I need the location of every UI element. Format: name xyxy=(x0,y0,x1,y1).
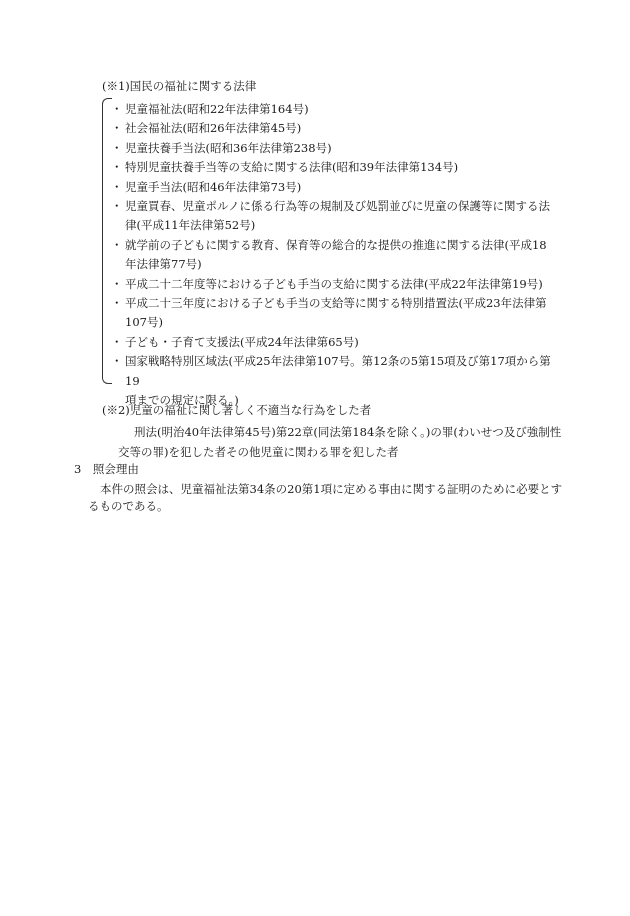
law-list-item xyxy=(112,178,562,197)
section3-heading: 3 照会理由 xyxy=(74,462,139,476)
law-item-text: ・ 子ども・子育て支援法(平成24年法律第65号) xyxy=(125,334,359,349)
note2-text-line1: 刑法(明治40年法律第45号)第22章(同法第184条を除く。)の罪(わいせつ及び強制性 xyxy=(134,425,562,439)
law-list-item xyxy=(112,139,562,158)
note2-text-line2: 交等の罪)を犯した者その他児童に関わる罪を犯した者 xyxy=(118,445,399,459)
law-item-text: ・ 児童手当法(昭和46年法律第73号) xyxy=(125,179,302,194)
law-list-item xyxy=(112,100,562,119)
law-item-text: ・ 社会福祉法(昭和26年法律第45号) xyxy=(125,121,302,136)
law-item-text: ・ 児童扶養手当法(昭和36年法律第238号) xyxy=(125,140,332,155)
law-item-text: ・ 特別児童扶養手当等の支給に関する法律(昭和39年法律第134号) xyxy=(125,160,459,175)
law-list-item xyxy=(112,333,562,352)
law-list-item xyxy=(112,158,562,177)
law-item-text-continued: 項までの規定に限る。) xyxy=(125,393,239,408)
note2-heading: (※2)児童の福祉に関し著しく不適当な行為をした者 xyxy=(102,403,372,417)
law-list xyxy=(112,100,562,411)
law-item-text-continued: 107号) xyxy=(125,315,163,330)
law-item-text: ・ 児童買春、児童ポルノに係る行為等の規制及び処罰並びに児童の保護等に関する法 xyxy=(125,199,551,214)
law-item-text: ・ 国家戦略特別区域法(平成25年法律第107号。第12条の5第15項及び第17項から第19 xyxy=(125,354,551,388)
law-item-text-continued: 律(平成11年法律第52号) xyxy=(125,218,256,233)
law-item-text: ・ 児童福祉法(昭和22年法律第164号) xyxy=(125,102,309,116)
section3-text-line1: 本件の照会は、児童福祉法第34条の20第1項に定める事由に関する証明のために必要とす xyxy=(100,482,563,496)
law-list-item xyxy=(112,294,562,333)
law-item-text: ・ 平成二十三年度における子ども手当の支給等に関する特別措置法(平成23年法律第 xyxy=(125,296,547,311)
law-list-item xyxy=(112,275,562,294)
section3-text-line2: るものである。 xyxy=(88,499,169,513)
note1-heading: (※1)国民の福祉に関する法律 xyxy=(102,79,257,93)
law-item-text: ・ 平成二十二年度等における子ども手当の支給に関する法律(平成22年法律第19号) xyxy=(125,276,543,291)
law-item-text-continued: 年法律第77号) xyxy=(125,257,202,272)
law-item-text: ・ 就学前の子どもに関する教育、保育等の総合的な提供の推進に関する法律(平成18 xyxy=(125,237,547,252)
law-list-item xyxy=(112,236,562,275)
law-list-item xyxy=(112,197,562,236)
law-list-item xyxy=(112,119,562,138)
